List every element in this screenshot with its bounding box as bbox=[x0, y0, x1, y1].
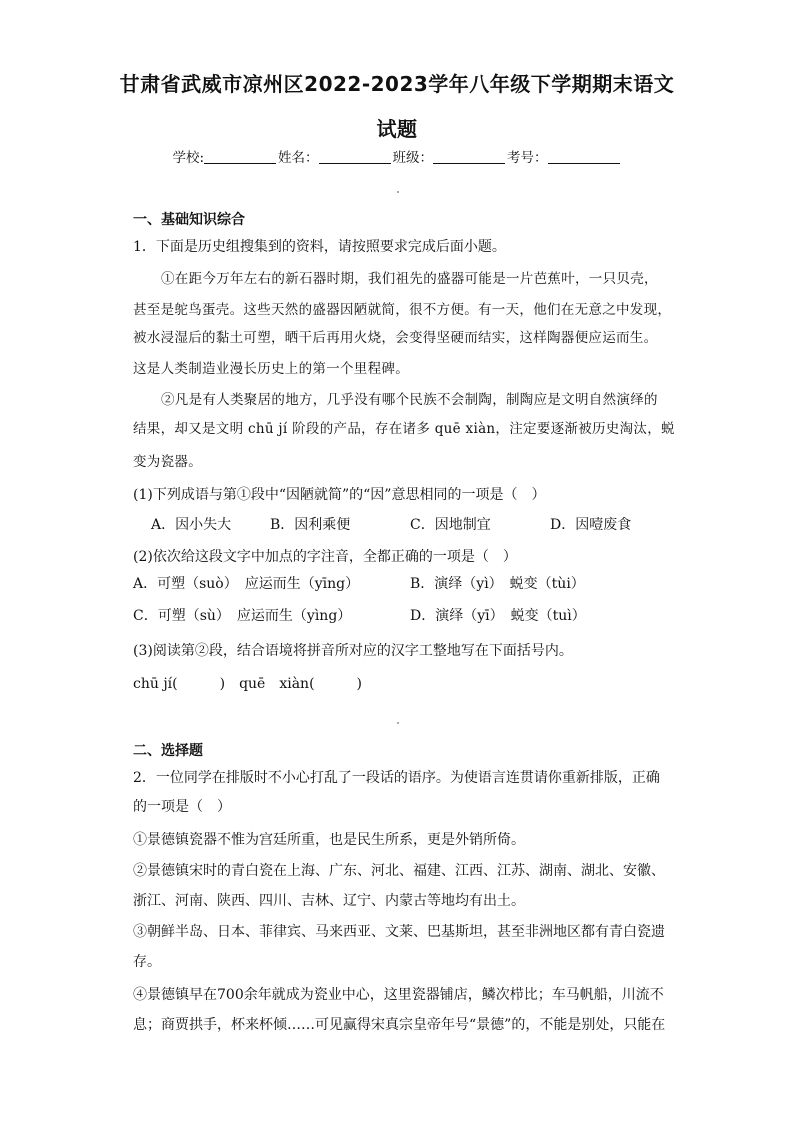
sub2-stem: (2)依次给这段文字中加点的字注音，全都正确的一项是（ ） bbox=[133, 549, 517, 565]
sub2-option-d[interactable]: D．演绎（yī） 蜕变（tuì） bbox=[410, 608, 586, 624]
class-label: 班级： bbox=[392, 150, 434, 166]
sub1-stem: (1)下列成语与第①段中“因陋就简”的“因”意思相同的一项是（ ） bbox=[133, 487, 546, 503]
passage-line: 被水浸湿后的黏土可塑，晒干后再用火烧，会变得坚硬而结实，这样陶器便应运而生。 bbox=[133, 330, 658, 346]
q2-line: ①景德镇瓷器不惟为宫廷所重，也是民生所系，更是外销所倚。 bbox=[133, 832, 525, 848]
sub2-option-c[interactable]: C．可塑（sù） 应运而生（yìng） bbox=[133, 608, 352, 624]
passage-line: ①在距今万年左右的新石器时期，我们祖先的盛器可能是一片芭蕉叶，一只贝壳， bbox=[161, 271, 658, 287]
sub1-option-b[interactable]: B．因利乘便 bbox=[270, 517, 351, 533]
sub3-stem: (3)阅读第②段，结合语境将拼音所对应的汉字工整地写在下面括号内。 bbox=[133, 643, 573, 659]
exam-title-line1: 甘肃省武威市凉州区2022-2023学年八年级下学期期末语文 bbox=[119, 72, 675, 96]
passage-line: 变为瓷器。 bbox=[133, 454, 202, 470]
passage-line: 结果，却又是文明 chū jí 阶段的产品，存在诸多 quē xiàn，注定要逐渐被历史淘汰，蜕 bbox=[133, 421, 675, 437]
sub2-option-a[interactable]: A．可塑（suò） 应运而生（yīng） bbox=[133, 576, 360, 592]
sub1-option-d[interactable]: D．因噎废食 bbox=[550, 517, 632, 533]
q1-stem: 1．下面是历史组搜集到的资料，请按照要求完成后面小题。 bbox=[133, 239, 506, 255]
divider-dot bbox=[397, 722, 399, 724]
section2-heading: 二、选择题 bbox=[133, 743, 203, 759]
class-blank[interactable] bbox=[433, 149, 505, 164]
school-blank[interactable] bbox=[204, 149, 276, 164]
q2-line: 2．一位同学在排版时不小心打乱了一段话的语序。为使语言连贯请你重新排版，正确 bbox=[133, 770, 660, 786]
passage-line: 甚至是鸵鸟蛋壳。这些天然的盛器因陋就简，很不方便。有一天，他们在无意之中发现， bbox=[133, 302, 672, 318]
sub1-option-c[interactable]: C．因地制宜 bbox=[410, 517, 491, 533]
name-blank[interactable] bbox=[319, 149, 391, 164]
sub3-answer-line[interactable]: chū jí( ) quē xiàn( ) bbox=[133, 676, 362, 692]
q2-line: 浙江、河南、陕西、四川、吉林、辽宁、内蒙古等地均有出土。 bbox=[133, 893, 525, 909]
passage-line: 这是人类制造业漫长历史上的第一个里程碑。 bbox=[133, 361, 409, 377]
section1-heading: 一、基础知识综合 bbox=[133, 212, 245, 228]
student-info-line bbox=[0, 146, 794, 166]
q2-line: ③朝鲜半岛、日本、菲律宾、马来西亚、文莱、巴基斯坦，甚至非洲地区都有青白瓷遗 bbox=[133, 924, 665, 940]
sub1-option-a[interactable]: A．因小失大 bbox=[151, 517, 232, 533]
q2-line: 息；商贾拱手，杯来杯倾……可见赢得宋真宗皇帝年号“景德”的，不能是别处，只能在 bbox=[133, 1017, 666, 1033]
divider-dot bbox=[397, 191, 399, 193]
q2-line: ④景德镇早在700余年就成为瓷业中心，这里瓷器铺店，鳞次栉比；车马帆船，川流不 bbox=[133, 987, 664, 1003]
q2-line: 存。 bbox=[133, 954, 161, 970]
passage-line: ②凡是有人类聚居的地方，几乎没有哪个民族不会制陶，制陶应是文明自然演绎的 bbox=[161, 392, 658, 408]
name-label: 姓名： bbox=[278, 150, 319, 166]
exam-no-blank[interactable] bbox=[548, 149, 620, 164]
q2-line: 的一项是（ ） bbox=[133, 799, 231, 815]
sub2-option-b[interactable]: B．演绎（yì） 蜕变（tùi） bbox=[410, 576, 585, 592]
exam-title-line2: 试题 bbox=[376, 117, 418, 141]
exam-no-label: 考号： bbox=[507, 150, 548, 166]
school-label: 学校: bbox=[172, 150, 205, 166]
q2-line: ②景德镇宋时的青白瓷在上海、广东、河北、福建、江西、江苏、湖南、湖北、安徽、 bbox=[133, 863, 665, 879]
